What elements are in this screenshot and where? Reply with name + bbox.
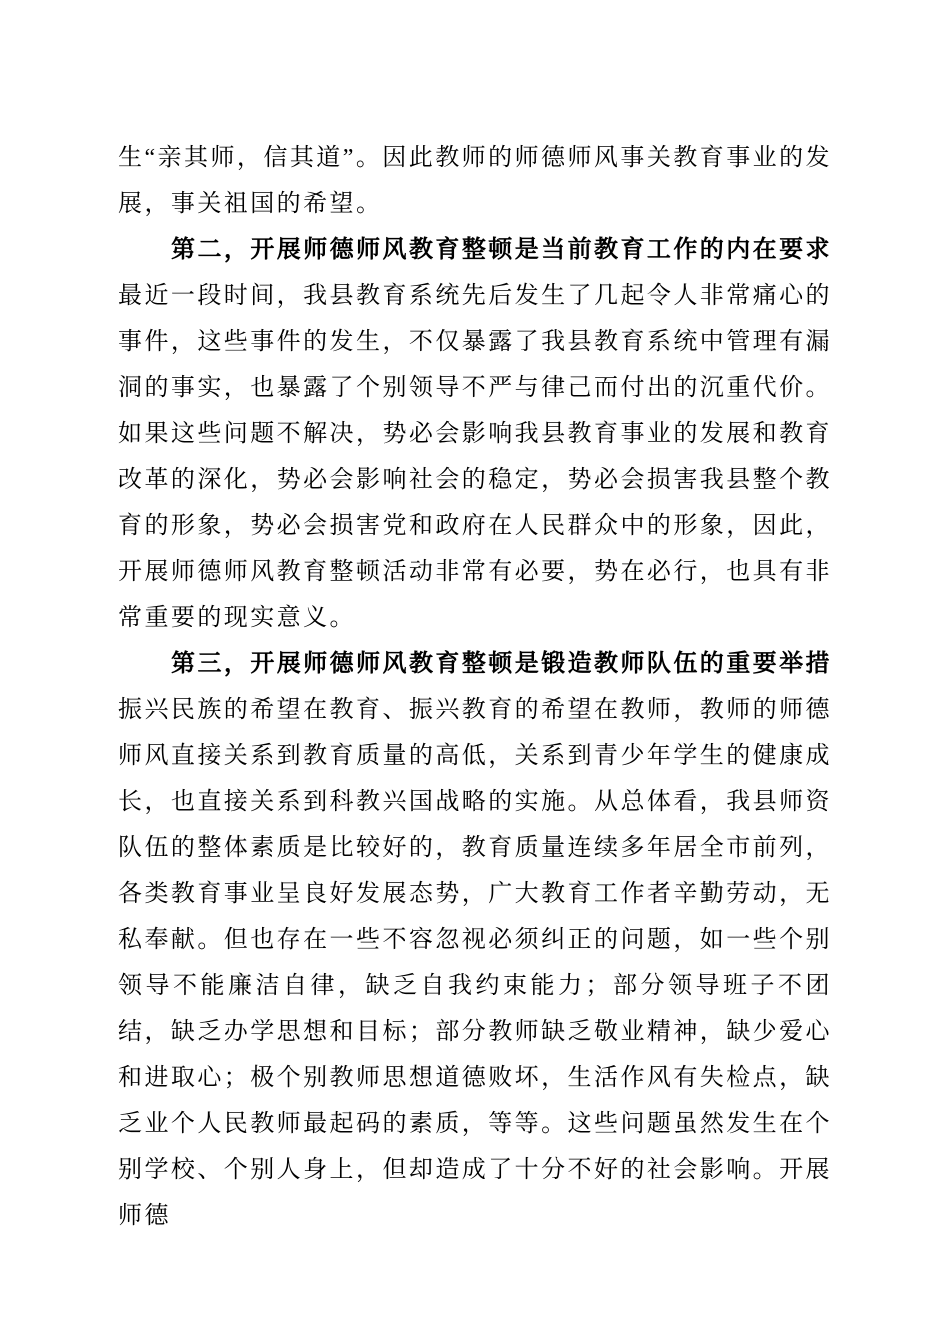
paragraph-third-point-body: 振兴民族的希望在教育、振兴教育的希望在教师，教师的师德师风直接关系到教育质量的高低，关系到青少年学生的健康成长，也直接关系到科教兴国战略的实施。从总体看，我县师资队伍的整体素质是比较好的，教育质量连续多年居全市前列，各类教育事业呈良好发展态势，广大教育工作者辛勤劳动，无私奉献。但也存在一些不容忽视必须纠正的问题，如一些个别领导不能廉洁自律，缺乏自我约束能力；部分领导班子不团结，缺乏办学思想和目标；部分教师缺乏敬业精神，缺少爱心和进取心；极个别教师思想道德败坏，生活作风有失检点，缺乏业个人民教师最起码的素质，等等。这些问题虽然发生在个别学校、个别人身上，但却造成了十分不好的社会影响。开展师德	[118, 697, 832, 1229]
paragraph-second-point-body: 最近一段时间，我县教育系统先后发生了几起令人非常痛心的事件，这些事件的发生，不仅暴露了我县教育系统中管理有漏洞的事实，也暴露了个别领导不严与律己而付出的沉重代价。如果这些问题不解决，势必会影响我县教育事业的发展和教育改革的深化，势必会影响社会的稳定，势必会损害我县整个教育的形象，势必会损害党和政府在人民群众中的形象，因此，开展师德师风教育整顿活动非常有必要，势在必行，也具有非常重要的现实意义。	[118, 283, 832, 631]
heading-second-point: 第二，开展师德师风教育整顿是当前教育工作的内在要求	[171, 237, 832, 263]
document-text-block	[118, 135, 832, 1239]
paragraph-continuation: 生“亲其师，信其道”。因此教师的师德师风事关教育事业的发展，事关祖国的希望。	[118, 145, 832, 217]
heading-third-point: 第三，开展师德师风教育整顿是锻造教师队伍的重要举措	[171, 651, 832, 677]
